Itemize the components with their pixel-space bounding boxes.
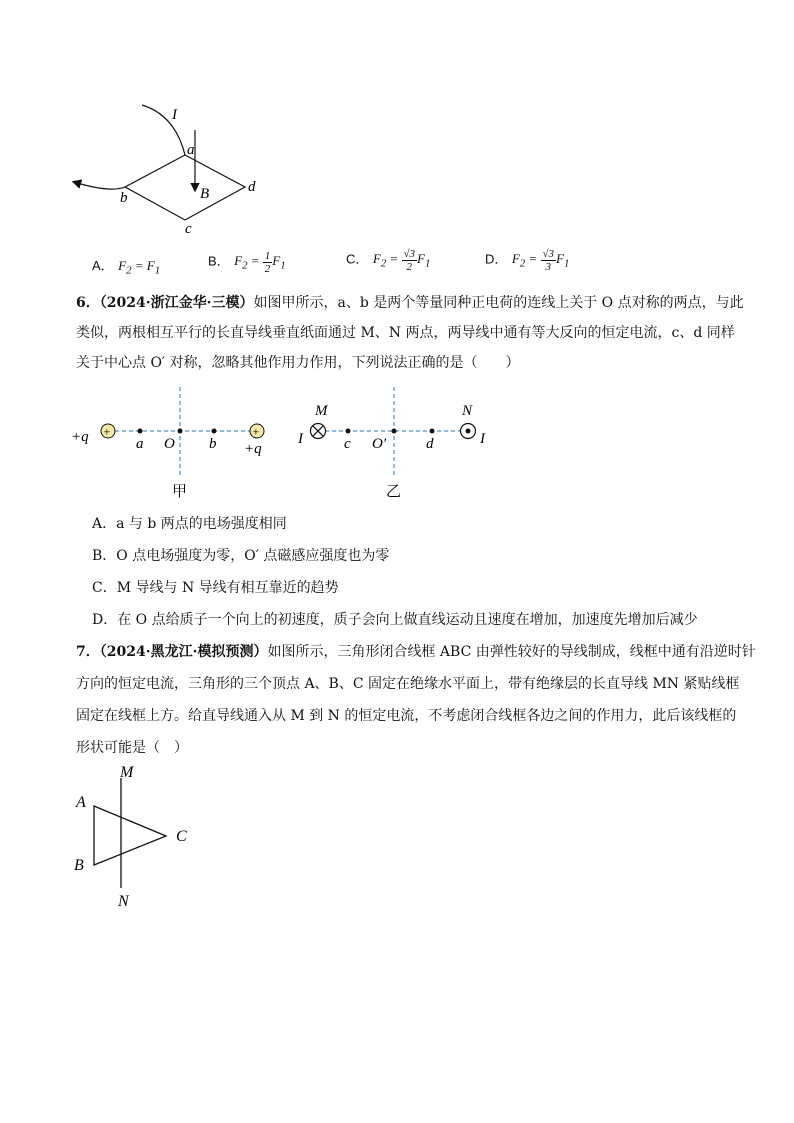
label-N: N [118, 893, 129, 910]
label-b: b [120, 190, 128, 206]
label-d: d [248, 179, 256, 195]
q7-figure [68, 760, 208, 915]
label-I-left: I [298, 431, 303, 447]
q7-line-3: 固定在线框上方。给直导线通入从 M 到 N 的恒定电流，不考虑闭合线框各边之间的作用力，此后该线框的 [76, 708, 737, 724]
q6-line-3: 关于中心点 O′ 对称，忽略其他作用力作用，下列说法正确的是（ ） [76, 355, 520, 371]
label-B: B [74, 857, 84, 874]
current-wire-out [74, 182, 125, 189]
label-N: N [462, 403, 473, 419]
q6-option-c: C．M 导线与 N 导线有相互靠近的趋势 [92, 580, 339, 596]
label-O: O [164, 436, 175, 452]
q5-option-c: C． $F_2$ = $\frac{√3}{2}$ $F_1$ [346, 248, 431, 273]
plus-icon: + [103, 424, 111, 439]
label-c: c [185, 221, 192, 237]
label-A: A [76, 794, 86, 811]
q6-line-2: 类似，两根相互平行的长直导线垂直纸面通过 M、N 两点，两导线中通有等大反向的恒定电流，c、d 同样 [76, 325, 735, 341]
plus-icon: + [252, 424, 260, 439]
point-c [346, 429, 351, 434]
q7-line-1: 7．（2024·黑龙江·模拟预测）如图所示，三角形闭合线框 ABC 由弹性较好的导线制成，线框中通有沿逆时针 [76, 644, 756, 660]
label-B: B [200, 186, 210, 202]
q5-option-d: D． $F_2$ = $\frac{√3}{3}$ $F_1$ [485, 248, 570, 273]
q6-figure-right [292, 385, 502, 505]
caption-jia: 甲 [172, 484, 188, 500]
q6-option-b: B．O 点电场强度为零，O′ 点磁感应强度也为零 [92, 548, 390, 564]
current-wire-in [142, 105, 185, 155]
q6-option-d: D．在 O 点给质子一个向上的初速度，质子会向上做直线运动且速度在增加，加速度先增加后减少 [92, 612, 698, 628]
label-a: a [187, 142, 195, 158]
label-M: M [315, 403, 328, 419]
label-M: M [120, 764, 134, 781]
q5-figure [60, 95, 280, 245]
current-out-of-page-icon [461, 424, 476, 439]
q5-option-a: A． $F_2 = F_1$ [92, 258, 161, 277]
label-I-right: I [480, 431, 485, 447]
q7-line-2: 方向的恒定电流，三角形的三个顶点 A、B、C 固定在绝缘水平面上，带有绝缘层的长直导线 MN 紧贴线框 [76, 676, 740, 692]
q6-line-1: 6．（2024·浙江金华·三模）如图甲所示，a、b 是两个等量同种正电荷的连线上关于 O 点对称的两点，与此 [76, 295, 744, 311]
label-d: d [426, 436, 434, 452]
label-O-prime: O′ [372, 436, 387, 452]
label-C: C [176, 828, 187, 845]
label-charge-right: +q [244, 441, 262, 457]
q6-figure-left [68, 385, 278, 505]
point-b [212, 429, 217, 434]
rhombus-frame [125, 155, 245, 220]
label-charge-left: +q [71, 429, 89, 445]
label-c: c [344, 436, 351, 452]
label-a: a [136, 436, 144, 452]
caption-yi: 乙 [386, 484, 402, 500]
label-I: I [172, 107, 177, 123]
current-into-page-icon [311, 424, 326, 439]
point-O [178, 429, 183, 434]
q7-line-4: 形状可能是（ ） [76, 740, 188, 756]
point-O2 [392, 429, 397, 434]
triangle-frame [94, 806, 166, 865]
q6-option-a: A．a 与 b 两点的电场强度相同 [92, 516, 287, 532]
point-d [430, 429, 435, 434]
q5-option-b: B． $F_2$ = $\frac{1}{2}$ $F_1$ [208, 250, 286, 275]
label-b: b [209, 436, 217, 452]
point-a [138, 429, 143, 434]
